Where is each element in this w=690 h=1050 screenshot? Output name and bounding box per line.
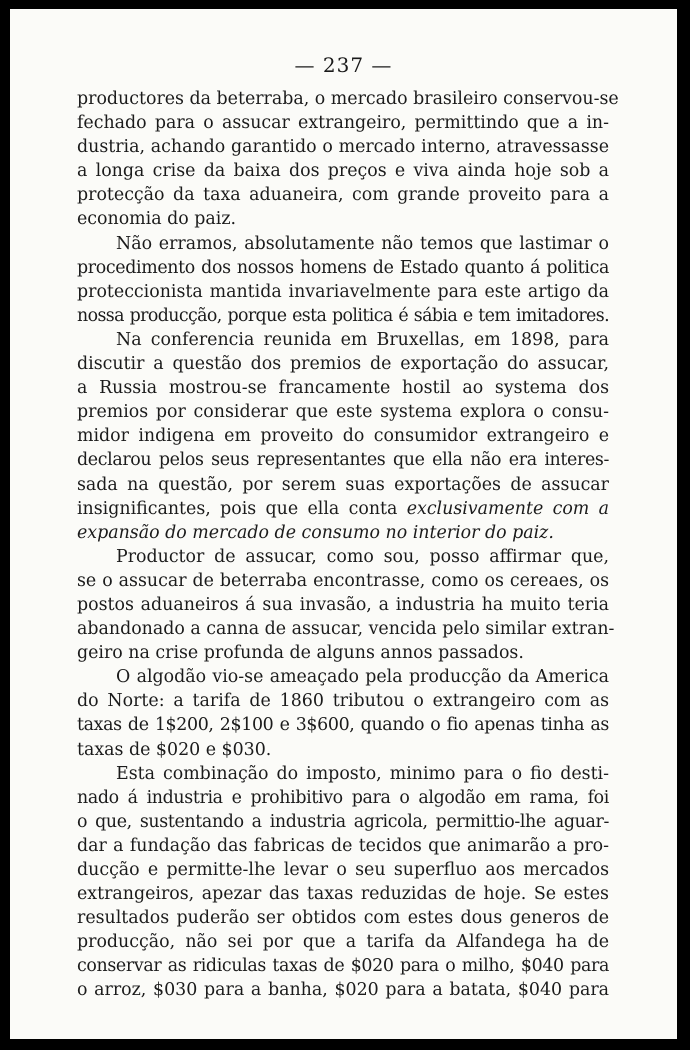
text-line: a Russia mostrou-se francamente hostil ao systema dos (77, 378, 609, 399)
paragraph-1 (77, 87, 619, 232)
text-line: nossa producção, porque esta politica é sábia e tem imitadores. (77, 305, 609, 326)
paragraph-5 (77, 665, 609, 761)
text-line: o arroz, $030 para a banha, $020 para a batata, $040 para (77, 980, 609, 1001)
paragraph-4 (77, 545, 615, 665)
paragraph-3 (77, 328, 609, 545)
text-line: procedimento dos nossos homens de Estado quanto á politica (77, 257, 609, 278)
text-line: abandonado a canna de assucar, vencida pelo similar extran- (77, 619, 615, 640)
paragraph-2 (77, 232, 609, 328)
text-line: resultados puderão ser obtidos com estes dous generos de (77, 908, 609, 929)
text-line: dar a fundação das fabricas de tecidos que animarão a pro- (77, 835, 609, 856)
text-line: Não erramos, absolutamente não temos que lastimar o (116, 233, 609, 254)
book-page (10, 9, 677, 1039)
text-line: declarou pelos seus representantes que ella não era interes- (77, 450, 609, 471)
text-line: nado á industria e prohibitivo para o algodão em rama, foi (77, 787, 609, 808)
text-line: O algodão vio-se ameaçado pela producção da America (116, 667, 609, 688)
text-line: se o assucar de beterraba encontrasse, como os cereaes, os (77, 570, 609, 591)
text-line: o que, sustentando a industria agricola, permittio-lhe aguar- (77, 811, 609, 832)
text-line: conservar as ridiculas taxas de $020 para o milho, $040 para (77, 956, 609, 977)
text-line: taxas de 1$200, 2$100 e 3$600, quando o fio apenas tinha as (77, 715, 609, 736)
text-line: a longa crise da baixa dos preços e viva ainda hoje sob a (77, 161, 609, 182)
text-line: dustria, achando garantido o mercado interno, atravessasse (77, 137, 609, 158)
body-text (77, 87, 619, 1003)
page-number: — 237 — (294, 53, 393, 77)
text-line: protecção da taxa aduaneira, com grande proveito para a (77, 185, 609, 206)
text-line: fechado para o assucar extrangeiro, permittindo que a in- (77, 113, 609, 134)
text-line: midor indigena em proveito do consumidor extrangeiro e (77, 426, 609, 447)
text-line: extrangeiros, apezar das taxas reduzidas de hoje. Se estes (77, 884, 609, 905)
text-line: postos aduaneiros á sua invasão, a industria ha muito teria (77, 594, 609, 615)
text-line: proteccionista mantida invariavelmente para este artigo da (77, 281, 609, 302)
text-line-italic (77, 521, 609, 545)
text-line: premios por considerar que este systema explora o consu- (77, 402, 609, 423)
text-segment: insignificantes, pois que ella conta (77, 498, 398, 519)
italic-text: exclusivamente com a (406, 498, 609, 519)
text-line: Na conferencia reunida em Bruxellas, em 1898, para (116, 329, 609, 350)
text-line: economia do paiz. (77, 209, 237, 230)
text-line: do Norte: a tarifa de 1860 tributou o extrangeiro com as (77, 691, 609, 712)
text-line: productores da beterraba, o mercado brasileiro conservou-se (77, 89, 619, 109)
text-line: Productor de assucar, como sou, posso affirmar que, (116, 546, 609, 567)
text-line: ducção e permitte-lhe levar o seu superfluo aos mercados (77, 860, 609, 880)
text-line (77, 497, 609, 521)
text-line: taxas de $020 e $030. (77, 739, 272, 760)
text-line: producção, não sei por que a tarifa da Alfandega ha de (77, 932, 609, 953)
italic-text: expansão do mercado de consumo no interior do paiz. (77, 522, 554, 543)
text-line: sada na questão, por serem suas exportações de assucar (77, 474, 609, 495)
text-line: Esta combinação do imposto, minimo para o fio desti- (116, 763, 609, 784)
paragraph-6 (77, 762, 609, 1003)
text-line: geiro na crise profunda de alguns annos passados. (77, 643, 524, 664)
text-line: discutir a questão dos premios de exportação do assucar, (77, 354, 609, 375)
